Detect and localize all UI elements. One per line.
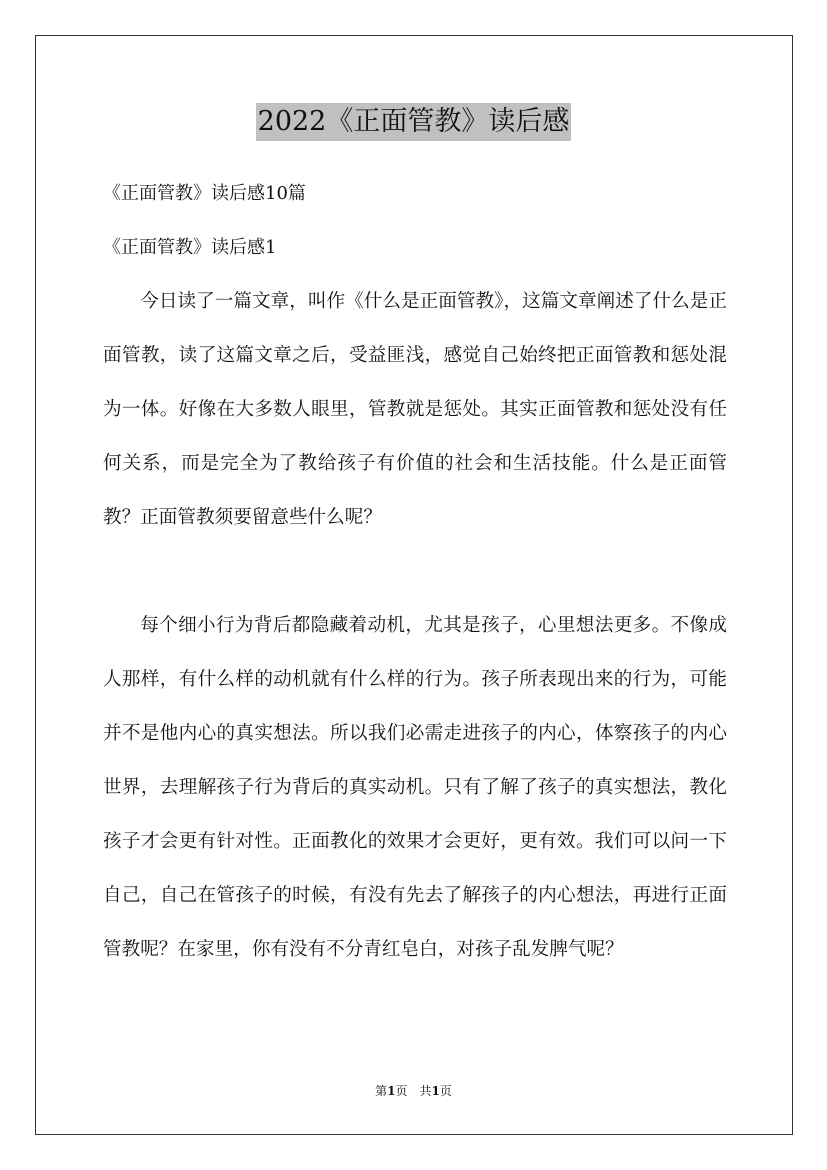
footer-page-current: 1: [387, 1084, 396, 1098]
footer-page-mid: 页 共: [395, 1084, 432, 1098]
section-heading: 《正面管教》读后感1: [103, 237, 277, 258]
document-title: 2022《正面管教》读后感: [256, 103, 572, 141]
paragraph-2: 每个细小行为背后都隐藏着动机，尤其是孩子，心里想法更多。不像成人那样，有什么样的动机就有什么样的行为。孩子所表现出来的行为，可能并不是他内心的真实想法。所以我们必需走进孩子的内心，体察孩子的内心世界，去理解孩子行为背后的真实动机。只有了解了孩子的真实想法，教化孩子才会更有针对性。正面教化的效果才会更好，更有效。我们可以问一下自己，自己在管孩子的时候，有没有先去了解孩子的内心想法，再进行正面管教呢？在家里，你有没有不分青红皂白，对孩子乱发脾气呢？: [103, 615, 727, 960]
title-container: [0, 103, 827, 141]
footer-page-total: 1: [431, 1084, 440, 1098]
document-subtitle: 《正面管教》读后感10篇: [103, 183, 306, 204]
footer-page-prefix: 第: [375, 1084, 388, 1098]
page-footer: [0, 1082, 827, 1100]
paragraph-1: 今日读了一篇文章，叫作《什么是正面管教》，这篇文章阐述了什么是正面管教，读了这篇文章之后，受益匪浅，感觉自己始终把正面管教和惩处混为一体。好像在大多数人眼里，管教就是惩处。其实正面管教和惩处没有任何关系，而是完全为了教给孩子有价值的社会和生活技能。什么是正面管教？正面管教须要留意些什么呢？: [103, 291, 727, 528]
footer-page-suffix: 页: [439, 1084, 452, 1098]
